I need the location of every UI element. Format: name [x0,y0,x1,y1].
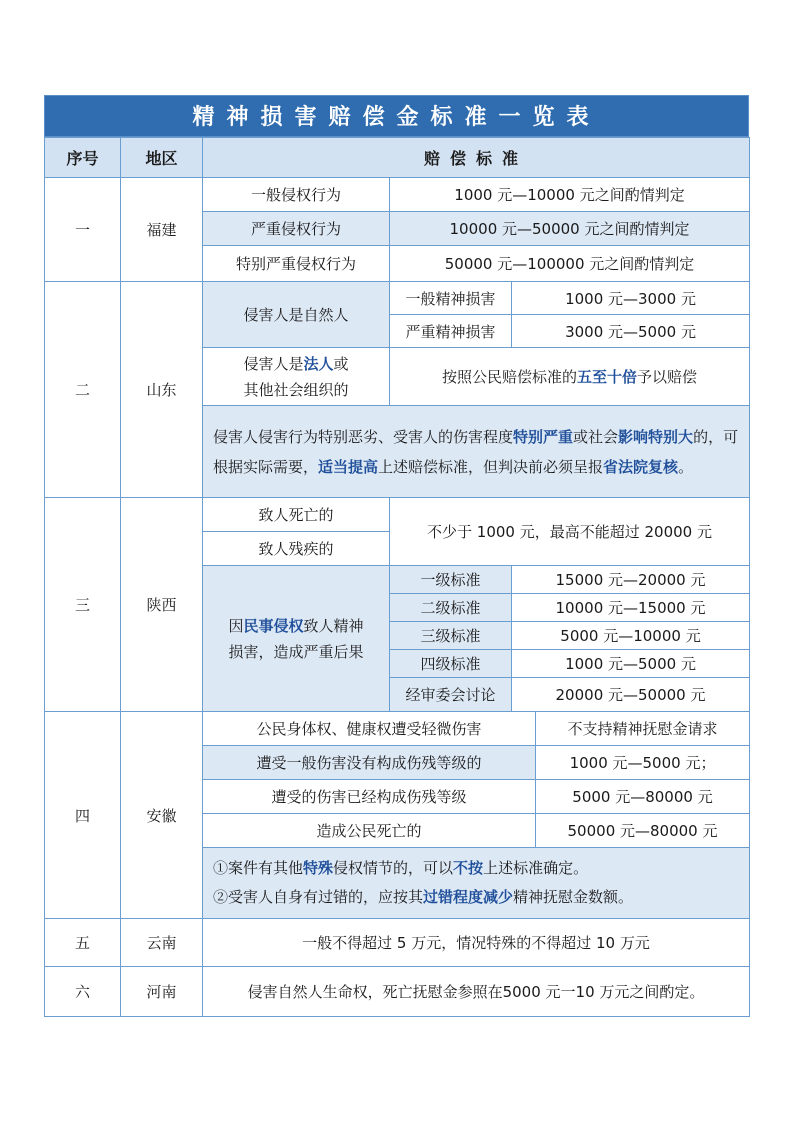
row-region: 陕西 [121,498,203,712]
cell-label: 特别严重侵权行为 [203,246,390,282]
table-row [45,967,750,1017]
cell-value: 不少于 1000 元，最高不能超过 20000 元 [390,498,750,566]
row-region: 云南 [121,919,203,967]
compensation-standards-document [44,95,749,1017]
header-region: 地区 [121,138,203,178]
row-index: 二 [45,282,121,498]
table-header-row [45,138,750,178]
row-index: 五 [45,919,121,967]
row-region: 河南 [121,967,203,1017]
cell-value: 5000 元—80000 元 [536,780,750,814]
cell-value: 一般不得超过 5 万元，情况特殊的不得超过 10 万元 [203,919,750,967]
cell-label: 侵害人是法人或 其他社会组织的 [203,348,390,406]
cell-value: 1000 元—5000 元； [536,746,750,780]
cell-label: 一般精神损害 [390,282,512,315]
table-row [45,498,750,532]
cell-label: 致人残疾的 [203,532,390,566]
cell-label: 三级标准 [390,622,512,650]
cell-value: 不支持精神抚慰金请求 [536,712,750,746]
anhui-note: ①案件有其他特殊侵权情节的，可以不按上述标准确定。 ②受害人自身有过错的，应按其过错程度减少精神抚慰金数额。 [203,848,750,919]
header-index: 序号 [45,138,121,178]
table-row [45,712,750,746]
row-index: 一 [45,178,121,282]
row-index: 六 [45,967,121,1017]
cell-label: 四级标准 [390,650,512,678]
table-row [45,919,750,967]
cell-value: 5000 元—10000 元 [512,622,750,650]
cell-label: 因民事侵权致人精神 损害，造成严重后果 [203,566,390,712]
cell-value: 50000 元—80000 元 [536,814,750,848]
standards-table [44,137,750,1017]
cell-label: 遭受一般伤害没有构成伤残等级的 [203,746,536,780]
cell-value: 按照公民赔偿标准的五至十倍予以赔偿 [390,348,750,406]
cell-label: 一级标准 [390,566,512,594]
cell-label: 严重精神损害 [390,315,512,348]
table-row [45,282,750,315]
cell-label: 二级标准 [390,594,512,622]
cell-value: 1000 元—5000 元 [512,650,750,678]
header-standard: 赔偿标准 [203,138,750,178]
cell-value: 10000 元—50000 元之间酌情判定 [390,212,750,246]
cell-label: 遭受的伤害已经构成伤残等级 [203,780,536,814]
cell-value: 3000 元—5000 元 [512,315,750,348]
row-region: 安徽 [121,712,203,919]
table-row [45,178,750,212]
cell-value: 20000 元—50000 元 [512,678,750,712]
cell-value: 1000 元—10000 元之间酌情判定 [390,178,750,212]
cell-value: 15000 元—20000 元 [512,566,750,594]
row-region: 福建 [121,178,203,282]
row-index: 四 [45,712,121,919]
cell-label: 公民身体权、健康权遭受轻微伤害 [203,712,536,746]
shandong-note: 侵害人侵害行为特别恶劣、受害人的伤害程度特别严重或社会影响特别大的，可根据实际需要，适当提高上述赔偿标准，但判决前必须呈报省法院复核。 [203,406,750,498]
cell-label: 侵害人是自然人 [203,282,390,348]
cell-value: 侵害自然人生命权，死亡抚慰金参照在5000 元一10 万元之间酌定。 [203,967,750,1017]
page-title: 精神损害赔偿金标准一览表 [44,95,749,137]
cell-label: 造成公民死亡的 [203,814,536,848]
row-index: 三 [45,498,121,712]
cell-value: 1000 元—3000 元 [512,282,750,315]
row-region: 山东 [121,282,203,498]
cell-label: 一般侵权行为 [203,178,390,212]
cell-label: 严重侵权行为 [203,212,390,246]
cell-value: 10000 元—15000 元 [512,594,750,622]
cell-label: 经审委会讨论 [390,678,512,712]
cell-label: 致人死亡的 [203,498,390,532]
cell-value: 50000 元—100000 元之间酌情判定 [390,246,750,282]
